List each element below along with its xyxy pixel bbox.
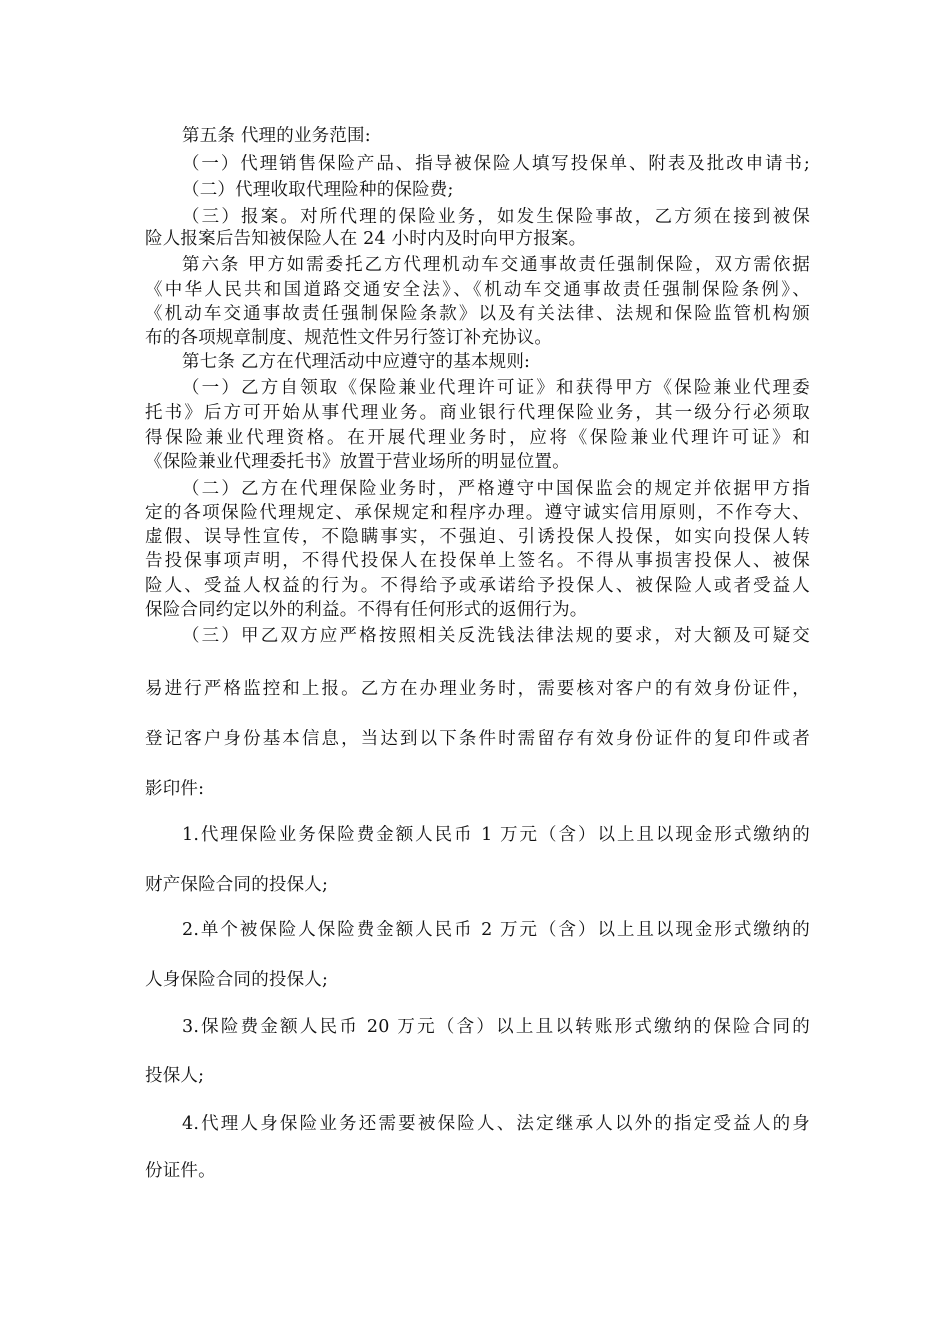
condition-4: 4.代理人身保险业务还需要被保险人、法定继承人以外的指定受益人的身: [182, 1114, 810, 1134]
article-5-item-1: （一）代理销售保险产品、指导被保险人填写投保单、附表及批改申请书;: [182, 154, 810, 174]
article-7-item-2-cont-4: 险人、受益人权益的行为。不得给予或承诺给予投保人、被保险人或者受益人: [145, 576, 810, 596]
article-7-item-2-cont-3: 告投保事项声明，不得代投保人在投保单上签名。不得从事损害投保人、被保: [145, 551, 810, 571]
condition-3-cont: 投保人;: [145, 1066, 205, 1086]
article-7-item-3: （三）甲乙双方应严格按照相关反洗钱法律法规的要求，对大额及可疑交: [182, 626, 810, 646]
condition-1: 1.代理保险业务保险费金额人民币 1 万元（含）以上且以现金形式缴纳的: [182, 825, 810, 845]
article-7-item-1-cont-2: 得保险兼业代理资格。在开展代理业务时，应将《保险兼业代理许可证》和: [145, 428, 810, 448]
article-7-item-2-cont-2: 虚假、误导性宣传，不隐瞒事实，不强迫、引诱投保人投保，如实向投保人转: [145, 527, 810, 547]
article-7-item-1: （一）乙方自领取《保险兼业代理许可证》和获得甲方《保险兼业代理委: [182, 378, 810, 398]
condition-2: 2.单个被保险人保险费金额人民币 2 万元（含）以上且以现金形式缴纳的: [182, 920, 810, 940]
article-5-item-2: （二）代理收取代理险种的保险费;: [182, 180, 454, 200]
article-6-line-3: 《机动车交通事故责任强制保险条款》以及有关法律、法规和保险监管机构颁: [145, 304, 810, 324]
article-7-item-3-cont-3: 影印件:: [145, 779, 205, 799]
article-7-item-3-cont-2: 登记客户身份基本信息，当达到以下条件时需留存有效身份证件的复印件或者: [145, 729, 810, 749]
article-6-line-4: 布的各项规章制度、规范性文件另行签订补充协议。: [145, 328, 553, 348]
article-7-item-1-cont-3: 《保险兼业代理委托书》放置于营业场所的明显位置。: [145, 452, 570, 472]
article-7-item-2: （二）乙方在代理保险业务时，严格遵守中国保监会的规定并依据甲方指: [182, 479, 810, 499]
article-5-item-3-cont: 险人报案后告知被保险人在 24 小时内及时向甲方报案。: [145, 229, 587, 249]
article-6-heading: 第六条 甲方如需委托乙方代理机动车交通事故责任强制保险，双方需依据: [182, 255, 810, 275]
article-7-item-2-cont-5: 保险合同约定以外的利益。不得有任何形式的返佣行为。: [145, 600, 588, 620]
article-7-item-2-cont-1: 定的各项保险代理规定、承保规定和程序办理。遵守诚实信用原则，不作夸大、: [145, 503, 810, 523]
condition-4-cont: 份证件。: [145, 1161, 216, 1181]
condition-2-cont: 人身保险合同的投保人;: [145, 970, 329, 990]
article-7-item-1-cont-1: 托书》后方可开始从事代理业务。商业银行代理保险业务，其一级分行必须取: [145, 403, 810, 423]
condition-1-cont: 财产保险合同的投保人;: [145, 875, 329, 895]
article-6-line-2: 《中华人民共和国道路交通安全法》、《机动车交通事故责任强制保险条例》、: [145, 280, 810, 300]
article-5-item-3: （三）报案。对所代理的保险业务，如发生保险事故，乙方须在接到被保: [182, 207, 810, 227]
article-5-heading: 第五条 代理的业务范围:: [182, 126, 371, 146]
condition-3: 3.保险费金额人民币 20 万元（含）以上且以转账形式缴纳的保险合同的: [182, 1017, 810, 1037]
article-7-item-3-cont-1: 易进行严格监控和上报。乙方在办理业务时，需要核对客户的有效身份证件，: [145, 679, 810, 699]
article-7-heading: 第七条 乙方在代理活动中应遵守的基本规则:: [182, 352, 531, 372]
